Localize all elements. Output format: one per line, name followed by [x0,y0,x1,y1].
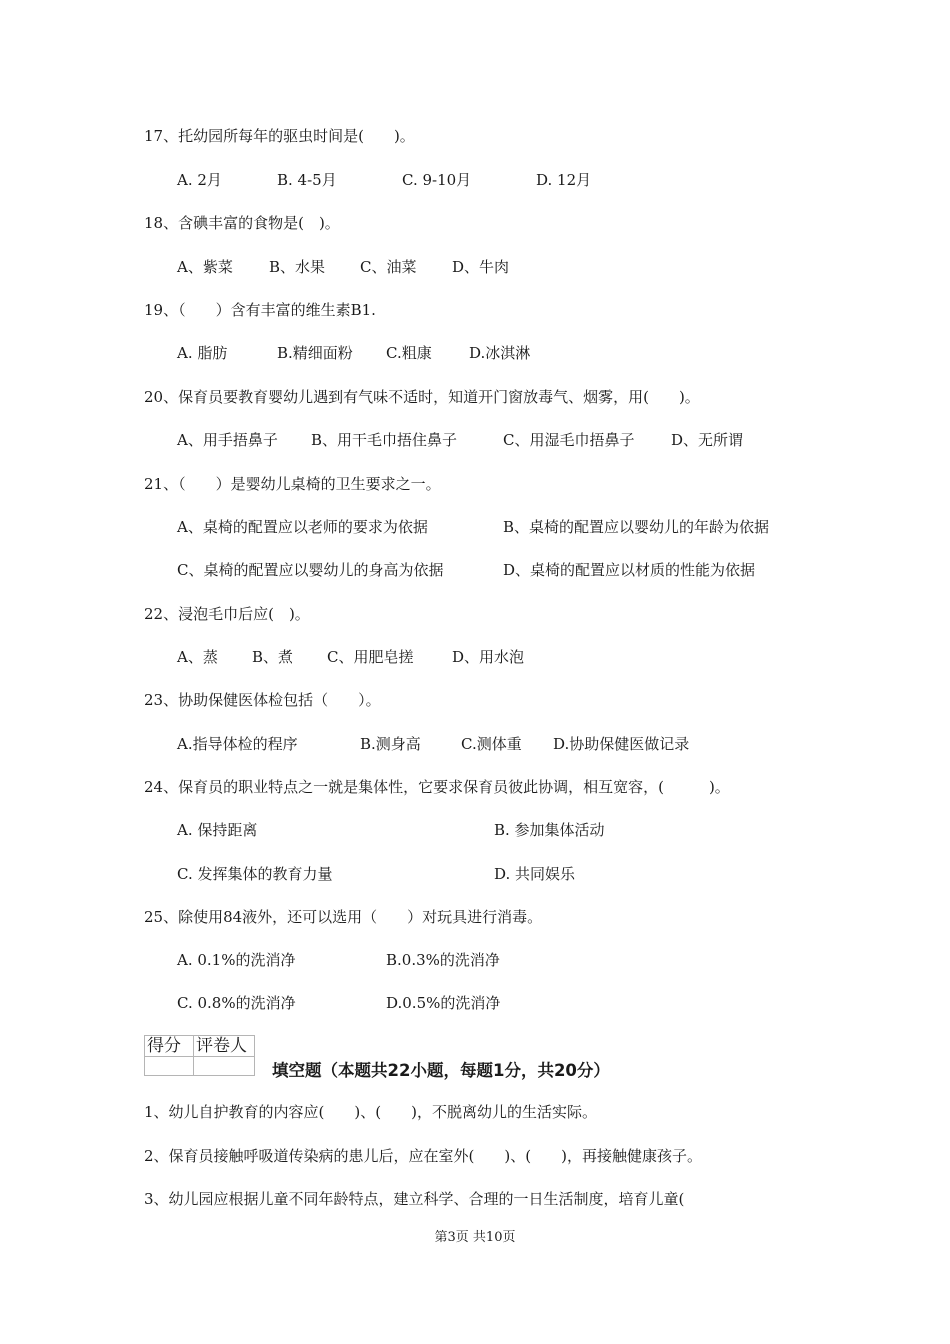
question-21-stem: 21、（ ）是婴幼儿桌椅的卫生要求之一。 [144,475,441,493]
question-17-option-a: A. 2月 [177,171,222,189]
question-22-option-b: B、煮 [252,648,294,666]
question-19-option-c: C.粗康 [386,344,432,362]
question-20-option-b: B、用干毛巾捂住鼻子 [311,431,458,449]
grader-label: 评卷人 [194,1036,255,1057]
question-19-option-b: B.精细面粉 [277,344,353,362]
question-21-option-d: D、桌椅的配置应以材质的性能为依据 [503,561,756,579]
question-17-option-c: C. 9-10月 [402,171,472,189]
question-18-option-d: D、牛肉 [452,258,510,276]
question-24-option-d: D. 共同娱乐 [494,865,576,883]
score-label: 得分 [145,1036,194,1057]
question-24-option-a: A. 保持距离 [177,821,258,839]
question-19-option-a: A. 脂肪 [177,344,228,362]
question-24-option-b: B. 参加集体活动 [494,821,605,839]
question-25-option-b: B.0.3%的洗消净 [386,951,500,969]
question-21-option-a: A、桌椅的配置应以老师的要求为依据 [177,518,428,536]
question-18-option-b: B、水果 [269,258,326,276]
grader-cell [194,1057,255,1076]
question-20-option-a: A、用手捂鼻子 [177,431,278,449]
question-19-option-d: D.冰淇淋 [469,344,531,362]
question-20-option-c: C、用湿毛巾捂鼻子 [503,431,635,449]
score-box [144,1035,255,1076]
question-21-option-b: B、桌椅的配置应以婴幼儿的年龄为依据 [503,518,770,536]
question-17-stem: 17、托幼园所每年的驱虫时间是( )。 [144,127,415,145]
question-22-stem: 22、浸泡毛巾后应( )。 [144,605,310,623]
question-22-option-c: C、用肥皂搓 [327,648,414,666]
question-25-stem: 25、除使用84液外，还可以选用（ ）对玩具进行消毒。 [144,908,543,926]
question-23-stem: 23、协助保健医体检包括（ ）。 [144,691,381,709]
question-22-option-a: A、蒸 [177,648,218,666]
question-23-option-c: C.测体重 [461,735,522,753]
question-18-option-a: A、紫菜 [177,258,233,276]
question-17-option-b: B. 4-5月 [277,171,337,189]
question-24-option-c: C. 发挥集体的教育力量 [177,865,333,883]
question-22-option-d: D、用水泡 [452,648,525,666]
section-title: 填空题（本题共22小题，每题1分，共20分） [272,1061,610,1080]
question-25-option-c: C. 0.8%的洗消净 [177,994,296,1012]
question-23-option-d: D.协助保健医做记录 [553,735,690,753]
question-17-option-d: D. 12月 [536,171,592,189]
question-19-stem: 19、（ ）含有丰富的维生素B1. [144,301,376,319]
question-21-option-c: C、桌椅的配置应以婴幼儿的身高为依据 [177,561,444,579]
question-23-option-b: B.测身高 [360,735,421,753]
question-18-option-c: C、油菜 [360,258,417,276]
question-18-stem: 18、含碘丰富的食物是( )。 [144,214,340,232]
fill-blank-2: 2、保育员接触呼吸道传染病的患儿后，应在室外( )、( )，再接触健康孩子。 [144,1147,702,1165]
fill-blank-1: 1、幼儿自护教育的内容应( )、( )，不脱离幼儿的生活实际。 [144,1103,597,1121]
question-23-option-a: A.指导体检的程序 [177,735,298,753]
question-25-option-a: A. 0.1%的洗消净 [177,951,296,969]
page-footer: 第3页 共10页 [434,1230,516,1245]
question-25-option-d: D.0.5%的洗消净 [386,994,501,1012]
score-cell [145,1057,194,1076]
question-24-stem: 24、保育员的职业特点之一就是集体性，它要求保育员彼此协调，相互宽容，( )。 [144,778,730,796]
question-20-stem: 20、保育员要教育婴幼儿遇到有气味不适时，知道开门窗放毒气、烟雾，用( )。 [144,388,700,406]
question-20-option-d: D、无所谓 [671,431,744,449]
fill-blank-3: 3、幼儿园应根据儿童不同年龄特点，建立科学、合理的一日生活制度，培育儿童( [144,1190,685,1208]
